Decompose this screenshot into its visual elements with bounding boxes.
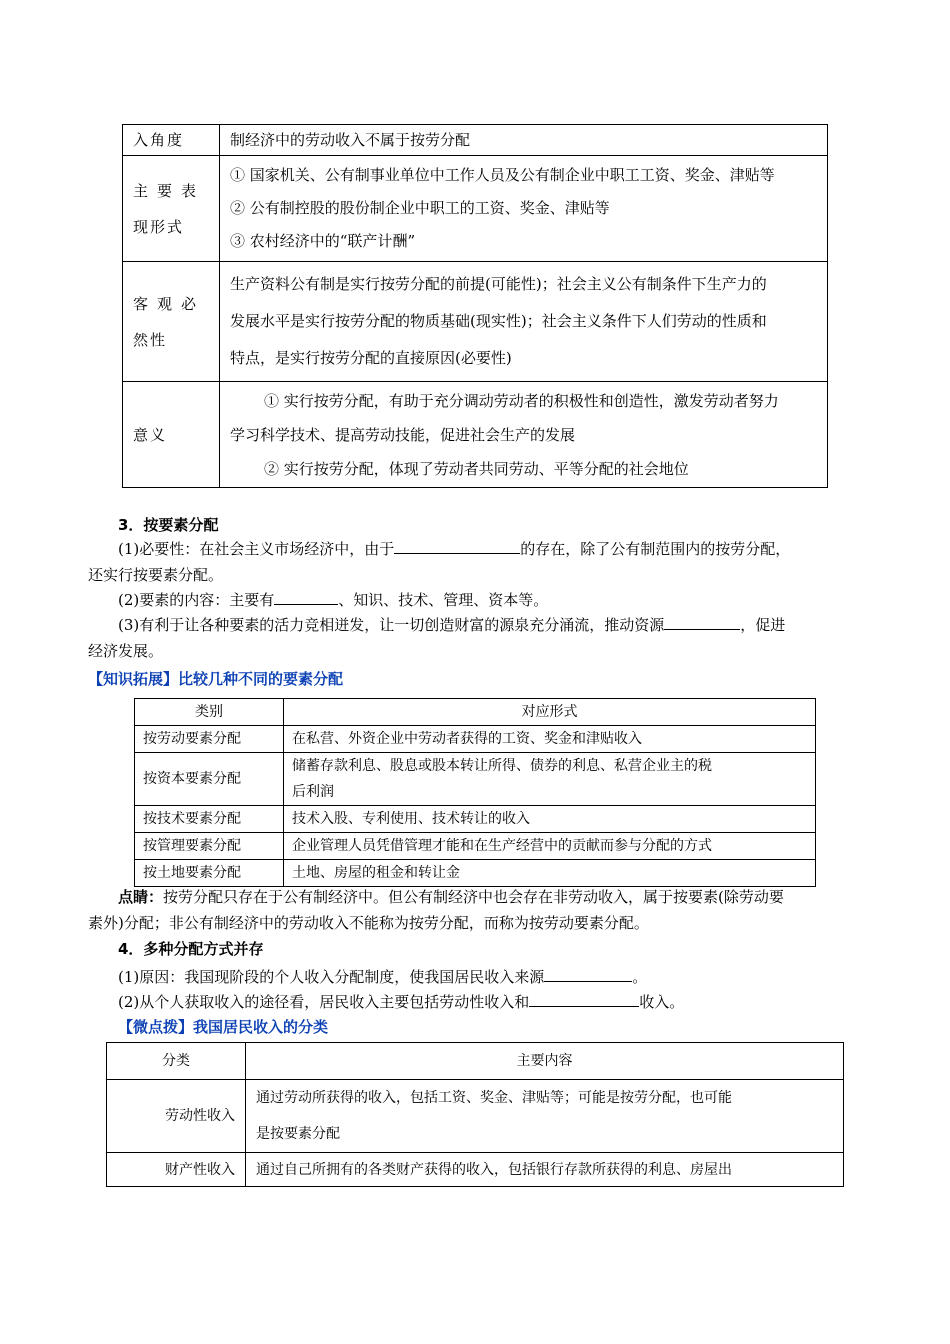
form-cell: 储蓄存款利息、股息或股本转让所得、债券的利息、私营企业主的税 后利润 bbox=[284, 753, 816, 806]
category-cell: 按土地要素分配 bbox=[135, 860, 284, 887]
note-paragraph: 素外)分配；非公有制经济中的劳动收入不能称为按劳分配，而称为按劳动要素分配。 bbox=[88, 914, 649, 932]
fill-blank[interactable] bbox=[544, 965, 632, 982]
distribution-table bbox=[122, 124, 828, 488]
form-cell: 在私营、外资企业中劳动者获得的工资、奖金和津贴收入 bbox=[284, 726, 816, 753]
form-cell: 企业管理人员凭借管理才能和在生产经营中的贡献而参与分配的方式 bbox=[284, 833, 816, 860]
note-paragraph: 点睛：按劳分配只存在于公有制经济中。但公有制经济中也会存在非劳动收入，属于按要素(除劳动要 bbox=[118, 888, 784, 906]
row-content: 生产资料公有制是实行按劳分配的前提(可能性)；社会主义公有制条件下生产力的 发展水平是实行按劳分配的物质基础(现实性)；社会主义条件下人们劳动的性质和 特点，是实行按劳分配的直接原因(必要性) bbox=[220, 262, 828, 382]
table-row bbox=[107, 1080, 844, 1153]
table-row bbox=[135, 726, 816, 753]
paragraph: (3)有利于让各种要素的活力竞相迸发，让一切创造财富的源泉充分涌流，推动资源 ，促进 bbox=[118, 612, 785, 638]
paragraph: 经济发展。 bbox=[88, 642, 164, 660]
row-label: 主要表 现形式 bbox=[123, 156, 220, 262]
category-cell: 按劳动要素分配 bbox=[135, 726, 284, 753]
table-row bbox=[123, 262, 828, 382]
category-cell: 财产性收入 bbox=[107, 1153, 246, 1187]
table-row bbox=[135, 860, 816, 887]
paragraph: (2)要素的内容：主要有 、知识、技术、管理、资本等。 bbox=[118, 587, 548, 613]
content-cell: 通过自己所拥有的各类财产获得的收入，包括银行存款所获得的利息、房屋出 bbox=[246, 1153, 844, 1187]
row-content: 制经济中的劳动收入不属于按劳分配 bbox=[220, 125, 828, 156]
category-cell: 按管理要素分配 bbox=[135, 833, 284, 860]
form-cell: 土地、房屋的租金和转让金 bbox=[284, 860, 816, 887]
fill-blank[interactable] bbox=[529, 990, 639, 1007]
paragraph: (2)从个人获取收入的途径看，居民收入主要包括劳动性收入和 收入。 bbox=[118, 989, 684, 1015]
row-label: 意义 bbox=[123, 382, 220, 488]
table-row bbox=[135, 806, 816, 833]
paragraph: (1)原因：我国现阶段的个人收入分配制度，使我国居民收入来源 。 bbox=[118, 964, 647, 990]
row-label: 客观必 然性 bbox=[123, 262, 220, 382]
table-header-row bbox=[135, 699, 816, 726]
fill-blank[interactable] bbox=[394, 537, 520, 554]
section-heading: 3．按要素分配 bbox=[118, 516, 219, 534]
table-row bbox=[135, 833, 816, 860]
category-cell: 劳动性收入 bbox=[107, 1080, 246, 1153]
section-heading: 4．多种分配方式并存 bbox=[118, 940, 264, 958]
table-row bbox=[123, 382, 828, 488]
column-header: 对应形式 bbox=[284, 699, 816, 726]
knowledge-extension-title: 【知识拓展】比较几种不同的要素分配 bbox=[88, 670, 344, 688]
table-row bbox=[135, 753, 816, 806]
table-row bbox=[123, 125, 828, 156]
fill-blank[interactable] bbox=[274, 588, 338, 605]
form-cell: 技术入股、专利使用、技术转让的收入 bbox=[284, 806, 816, 833]
tip-title: 【微点拨】我国居民收入的分类 bbox=[118, 1018, 329, 1036]
note-label: 点睛： bbox=[118, 888, 164, 906]
income-classification-table bbox=[106, 1042, 844, 1187]
content-cell: 通过劳动所获得的收入，包括工资、奖金、津贴等；可能是按劳分配，也可能 是按要素分配 bbox=[246, 1080, 844, 1153]
fill-blank[interactable] bbox=[664, 613, 740, 630]
category-cell: 按资本要素分配 bbox=[135, 753, 284, 806]
table-row bbox=[107, 1153, 844, 1187]
paragraph: (1)必要性：在社会主义市场经济中，由于 的存在，除了公有制范围内的按劳分配， bbox=[118, 536, 790, 562]
row-content: ① 实行按劳分配，有助于充分调动劳动者的积极性和创造性，激发劳动者努力 学习科学技术、提高劳动技能，促进社会生产的发展 ② 实行按劳分配，体现了劳动者共同劳动、平等分配的社会地位 bbox=[220, 382, 828, 488]
category-cell: 按技术要素分配 bbox=[135, 806, 284, 833]
table-header-row bbox=[107, 1043, 844, 1080]
table-row bbox=[123, 156, 828, 262]
row-content: ① 国家机关、公有制事业单位中工作人员及公有制企业中职工工资、奖金、津贴等 ② 公有制控股的股份制企业中职工的工资、奖金、津贴等 ③ 农村经济中的“联产计酬” bbox=[220, 156, 828, 262]
factor-distribution-table bbox=[134, 698, 816, 887]
paragraph: 还实行按要素分配。 bbox=[88, 566, 224, 584]
column-header: 分类 bbox=[107, 1043, 246, 1080]
row-label: 入角度 bbox=[123, 125, 220, 156]
column-header: 主要内容 bbox=[246, 1043, 844, 1080]
column-header: 类别 bbox=[135, 699, 284, 726]
